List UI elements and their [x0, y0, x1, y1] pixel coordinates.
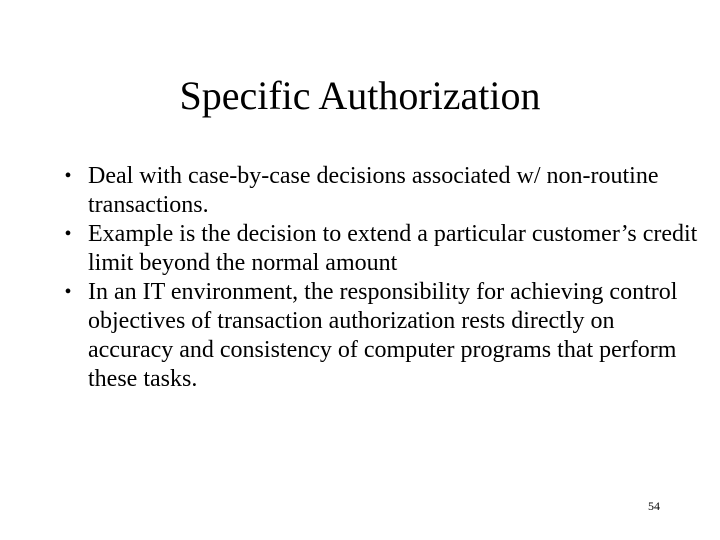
- bullet-text: Deal with case-by-case decisions associated w/ non-routine transactions.: [88, 163, 659, 218]
- bullet-text: Example is the decision to extend a particular customer’s credit limit beyond the normal amount: [88, 221, 698, 276]
- bullet-marker: •: [64, 165, 72, 187]
- bullet-marker: •: [64, 223, 72, 245]
- bullet-item: [58, 162, 698, 220]
- page-number: 54: [648, 499, 660, 513]
- bullet-item: [58, 278, 698, 394]
- bullet-item: [58, 220, 698, 278]
- bullet-text: In an IT environment, the responsibility for achieving control objectives of transaction authorization rests directly on accuracy and consistency of computer programs that perform these tasks.: [88, 279, 678, 392]
- bullet-list: [58, 162, 698, 394]
- slide-title: Specific Authorization: [179, 73, 541, 118]
- bullet-marker: •: [64, 281, 72, 303]
